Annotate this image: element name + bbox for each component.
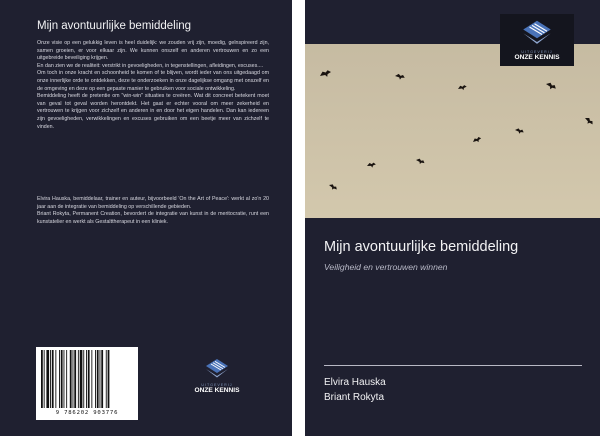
back-cover-title: Mijn avontuurlijke bemiddeling [37,20,192,32]
publisher-emblem-icon [205,358,229,378]
publisher-emblem-icon [522,19,552,45]
cover-photo-birds [305,44,600,218]
publisher-name: ONZE KENNIS [194,387,240,394]
blurb-paragraph: Onze visie op een gelukkig leven is heel duidelijk: we zouden vrij zijn, moedig, gelnspireerd zijn, samen groeien, er voor elkaar zijn. We kunnen onszelf en anderen vertrouwen en zo een uitgebreide beveiliging krijgen. [37,40,269,62]
author-bios [37,196,269,226]
author-names [324,375,582,405]
author-bio: Elvira Hauska, bemiddelaar, trainer en auteur, bijvoorbeeld 'On the Art of Peace': werkt al zo'n 20 jaar aan de integratie van bemiddeling op verschillende gebieden. [37,196,269,210]
author-name: Elvira Hauska [324,377,386,388]
front-cover-title: Mijn avontuurlijke bemiddeling [324,239,519,255]
back-cover [0,0,292,436]
flying-birds-illustration [305,44,600,218]
publisher-label: UITGEVERIJ [521,50,553,54]
divider-line [324,365,582,366]
barcode-bars [39,350,135,410]
publisher-label: UITGEVERIJ [201,383,233,387]
back-cover-blurb [37,40,269,131]
blurb-paragraph: Bemiddeling heeft de pretentie om "win-win" situaties te creëren. Wat dit concreet betekent moet van geval tot geval worden herontdekt. Het gaat er echter vooral om meer zekerheid en vertrouwen te krijgen voor zichzelf en anderen in en door het eigen handelen. Dan kan iedereen zijn gevoeligheden, verwikkelingen en excuses gebruiken om een beetje meer van zichzelf te vinden. [37,93,269,130]
publisher-logo-back [186,358,248,394]
blurb-paragraph: Om toch in onze kracht en schoonheid te komen of te blijven, wordt ieder van ons uitgedaagd om onze innerlijke orde te ontdekken, deze te onderzoeken in onze dagelijkse omgang met onszelf en de omgeving en deze op een gepaste manier te gebruiken voor sociale ontwikkeling. [37,70,269,92]
publisher-name: ONZE KENNIS [514,54,560,61]
isbn-barcode [36,347,138,420]
publisher-logo-front [500,14,574,66]
author-name: Briant Rokyta [324,392,385,403]
front-cover-subtitle: Veiligheid en vertrouwen winnen [324,262,448,272]
author-bio: Briant Rokyta, Permanent Creation, bevordert de integratie van kunst in de meritocratie, runt een kunstatelier en werkt als Gestalttherapeut in een kliniek. [37,211,269,225]
book-spine [292,0,305,436]
isbn-digits: 9 786202 903776 [55,410,119,416]
blurb-paragraph: En dan zien we de realiteit: verstrikt in gevoeligheden, in tegenstellingen, afleidingen, excuses.... [37,62,264,69]
